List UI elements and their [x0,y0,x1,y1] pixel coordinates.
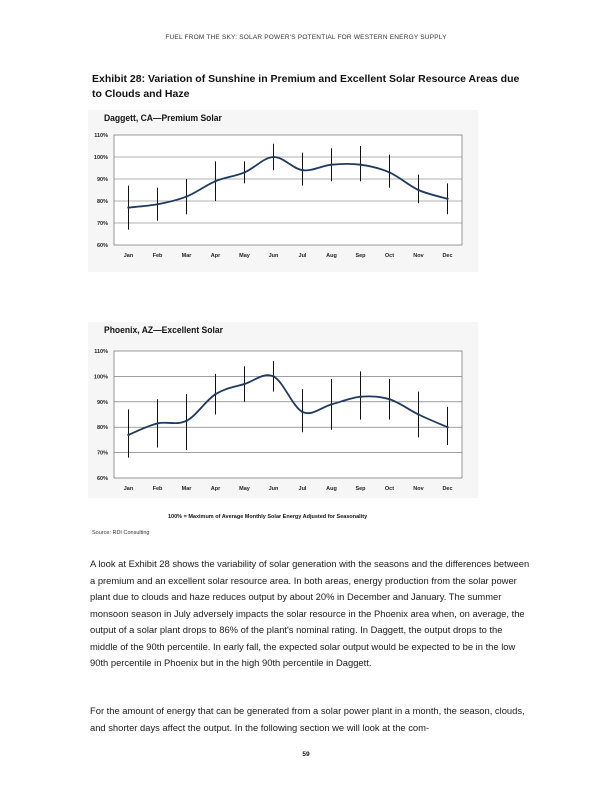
data-point [446,426,448,428]
y-tick-label: 70% [96,450,108,457]
source-note: Source: RDI Consulting [92,530,150,536]
y-tick-label: 110% [94,133,108,139]
plot-area [114,351,462,478]
x-tick-label: Dec [442,486,453,492]
y-tick-label: 60% [96,243,108,249]
chart-title-phoenix: Phoenix, AZ—Excellent Solar [104,325,223,336]
chart-daggett [88,110,478,272]
data-point [243,171,245,173]
y-tick-label: 80% [96,199,108,205]
data-point [127,434,129,436]
y-tick-label: 100% [93,155,108,161]
chart-phoenix-svg [88,322,478,498]
x-tick-label: Sep [355,486,366,492]
data-point [446,198,448,200]
y-tick-label: 60% [96,476,108,482]
x-tick-label: Oct [384,486,395,492]
x-tick-label: Apr [210,486,221,492]
x-tick-label: Jun [268,486,279,492]
data-point [330,164,332,166]
x-tick-label: Jul [298,253,307,259]
x-tick-label: Aug [326,486,337,492]
data-point [388,171,390,173]
x-tick-label: May [239,253,250,259]
x-tick-label: Nov [413,486,424,492]
y-tick-label: 110% [94,349,108,355]
data-point [330,403,332,405]
running-header: FUEL FROM THE SKY: SOLAR POWER'S POTENTIAL FOR WESTERN ENERGY SUPPLY [165,34,447,41]
data-point [359,164,361,166]
x-tick-label: Aug [326,253,337,259]
data-point [214,180,216,182]
x-tick-label: Nov [413,253,424,259]
data-point [301,169,303,171]
data-point [301,411,303,413]
body-paragraph-2: For the amount of energy that can be generated from a solar power plant in a month, the season, clouds, and shorter days affect the output. In the following section we will look at the com- [90,705,525,733]
x-tick-label: Feb [152,486,163,492]
y-tick-label: 90% [96,177,108,183]
data-point [214,393,216,395]
x-tick-label: Apr [210,253,221,259]
data-point [156,422,158,424]
x-tick-label: Jan [123,253,134,259]
data-point [388,398,390,400]
chart-phoenix [88,322,478,498]
x-tick-label: Jul [298,486,307,492]
plot-area [114,135,462,245]
x-tick-label: May [239,486,250,492]
data-point [156,203,158,205]
data-point [243,383,245,385]
x-tick-label: Mar [181,253,192,259]
page-number: 59 [302,751,310,758]
x-tick-label: Oct [384,253,395,259]
data-point [417,189,419,191]
data-point [359,396,361,398]
x-tick-label: Jan [123,486,134,492]
exhibit-title: Exhibit 28: Variation of Sunshine in Premium and Excellent Solar Resource Areas due to Clouds and Haze [92,73,520,100]
body-paragraph-1: A look at Exhibit 28 shows the variability of solar generation with the seasons and the differences between a premium and an excellent solar resource area. In both areas, energy production from the solar power plant due to clouds and haze reduces output by about 20% in December and January. The summer monsoon season in July adversely impacts the solar resource in the Phoenix area when, on average, the output of a solar plant drops to 86% of the plant's nominal rating. In Daggett, the output drops to the middle of the 90th percentile. In early fall, the expected solar output would be expected to be in the low 90th percentile in Phoenix but in the high 90th percentile in Daggett. [90,558,530,668]
chart-title-daggett: Daggett, CA—Premium Solar [104,113,222,124]
data-point [127,206,129,208]
y-tick-label: 70% [96,221,108,227]
x-tick-label: Sep [355,253,366,259]
data-point [185,195,187,197]
y-tick-label: 100% [93,374,108,381]
data-point [417,413,419,415]
chart-daggett-svg [88,110,478,272]
y-tick-label: 90% [96,399,108,406]
x-tick-label: Feb [152,253,163,259]
y-tick-label: 80% [96,425,108,432]
data-point [272,375,274,377]
data-point [272,156,274,158]
x-tick-label: Mar [181,486,192,492]
data-point [185,420,187,422]
chart-footnote: 100% = Maximum of Average Monthly Solar Energy Adjusted for Seasonality [168,514,368,520]
x-tick-label: Dec [442,253,453,259]
x-tick-label: Jun [268,253,279,259]
